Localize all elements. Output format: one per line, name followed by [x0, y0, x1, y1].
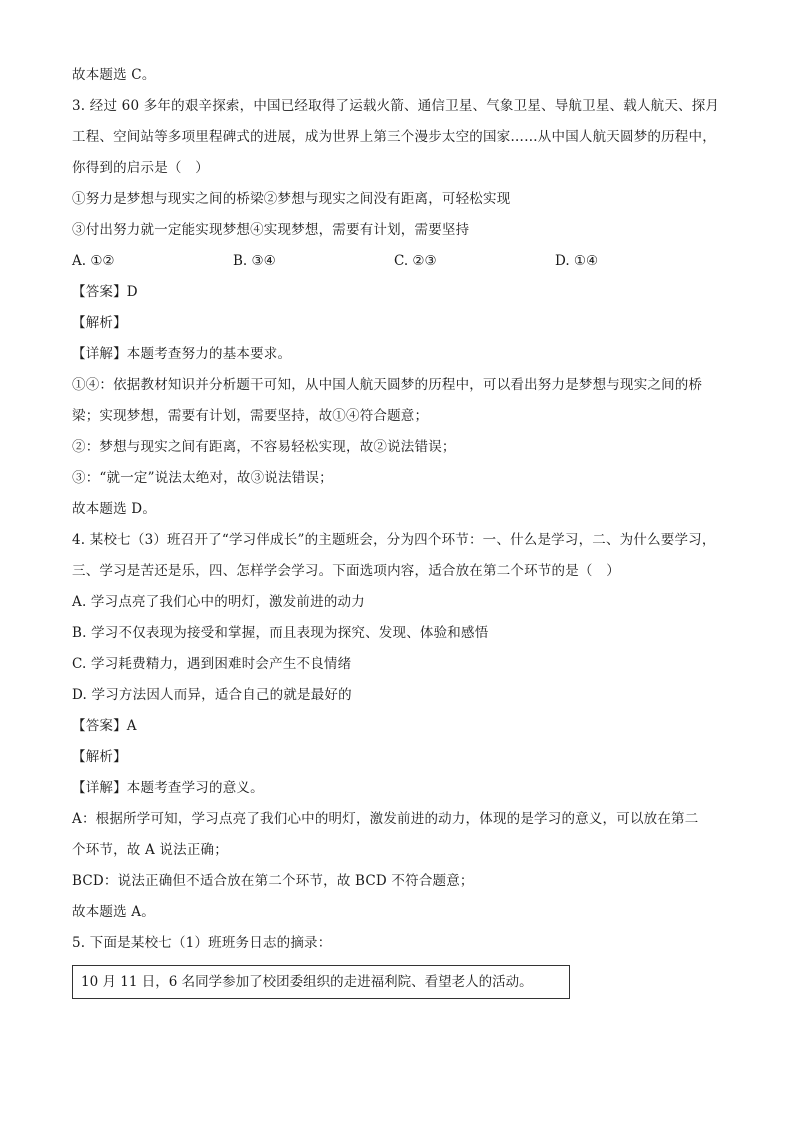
question-3-stem: 工程、空间站等多项里程碑式的进展，成为世界上第三个漫步太空的国家……从中国人航天圆梦的历程中，	[72, 129, 716, 145]
question-4-option-c: C. 学习耗费精力，遇到困难时会产生不良情绪	[72, 656, 352, 672]
section-top	[72, 60, 742, 246]
answer-conclusion: 故本题选 A。	[72, 904, 155, 920]
explanation-line: ②：梦想与现实之间有距离，不容易轻松实现，故②说法错误；	[72, 439, 456, 455]
question-3-stem: 3. 经过 60 多年的艰辛探索，中国已经取得了运载火箭、通信卫星、气象卫星、导航卫星、载人航天、探月	[72, 98, 720, 114]
question-3-statements: ③付出努力就一定能实现梦想④实现梦想，需要有计划，需要坚持	[72, 222, 470, 238]
question-4-option-b: B. 学习不仅表现为接受和掌握，而且表现为探究、发现、体验和感悟	[72, 625, 489, 641]
question-4-stem: 三、学习是苦还是乐，四、怎样学会学习。下面选项内容，适合放在第二个环节的是（ ）	[72, 563, 620, 579]
explanation-line: ③：“就一定”说法太绝对，故③说法错误；	[72, 470, 333, 486]
explanation-line: A：根据所学可知，学习点亮了我们心中的明灯，激发前进的动力，体现的是学习的意义，可以放在第二	[72, 811, 699, 827]
explanation-line: BCD：说法正确但不适合放在第二个环节，故 BCD 不符合题意；	[72, 873, 474, 889]
document-page	[72, 60, 742, 999]
question-3-options	[72, 246, 742, 277]
question-4-stem: 4. 某校七（3）班召开了“学习伴成长”的主题班会，分为四个环节：一、什么是学习，二、为什么要学习，	[72, 532, 716, 548]
answer-label: 【答案】D	[72, 284, 138, 300]
question-4-option-a: A. 学习点亮了我们心中的明灯，激发前进的动力	[72, 594, 365, 610]
analysis-label: 【解析】	[72, 749, 127, 765]
explanation-line: 梁；实现梦想，需要有计划，需要坚持，故①④符合题意；	[72, 408, 429, 424]
option-b: B. ③④	[233, 253, 276, 269]
option-a: A. ①②	[72, 253, 115, 269]
option-c: C. ②③	[394, 253, 437, 269]
question-3-statements: ①努力是梦想与现实之间的桥梁②梦想与现实之间没有距离，可轻松实现	[72, 191, 511, 207]
answer-conclusion-q2: 故本题选 C。	[72, 67, 156, 83]
explanation-line: ①④：依据教材知识并分析题干可知，从中国人航天圆梦的历程中，可以看出努力是梦想与现实之间的桥	[72, 377, 703, 393]
analysis-label: 【解析】	[72, 315, 127, 331]
question-4-option-d: D. 学习方法因人而异，适合自己的就是最好的	[72, 687, 352, 703]
explanation-line: 个环节，故 A 说法正确；	[72, 842, 228, 858]
detail-explanation: 【详解】本题考查努力的基本要求。	[72, 346, 292, 362]
question-3-stem: 你得到的启示是（ ）	[72, 160, 209, 176]
section-mid	[72, 277, 742, 959]
option-d: D. ①④	[555, 253, 599, 269]
question-5-stem: 5. 下面是某校七（1）班班务日志的摘录：	[72, 935, 332, 951]
answer-conclusion: 故本题选 D。	[72, 501, 157, 517]
answer-label: 【答案】A	[72, 718, 137, 734]
detail-explanation: 【详解】本题考查学习的意义。	[72, 780, 264, 796]
log-excerpt-box: 10 月 11 日，6 名同学参加了校团委组织的走进福利院、看望老人的活动。	[72, 965, 570, 999]
